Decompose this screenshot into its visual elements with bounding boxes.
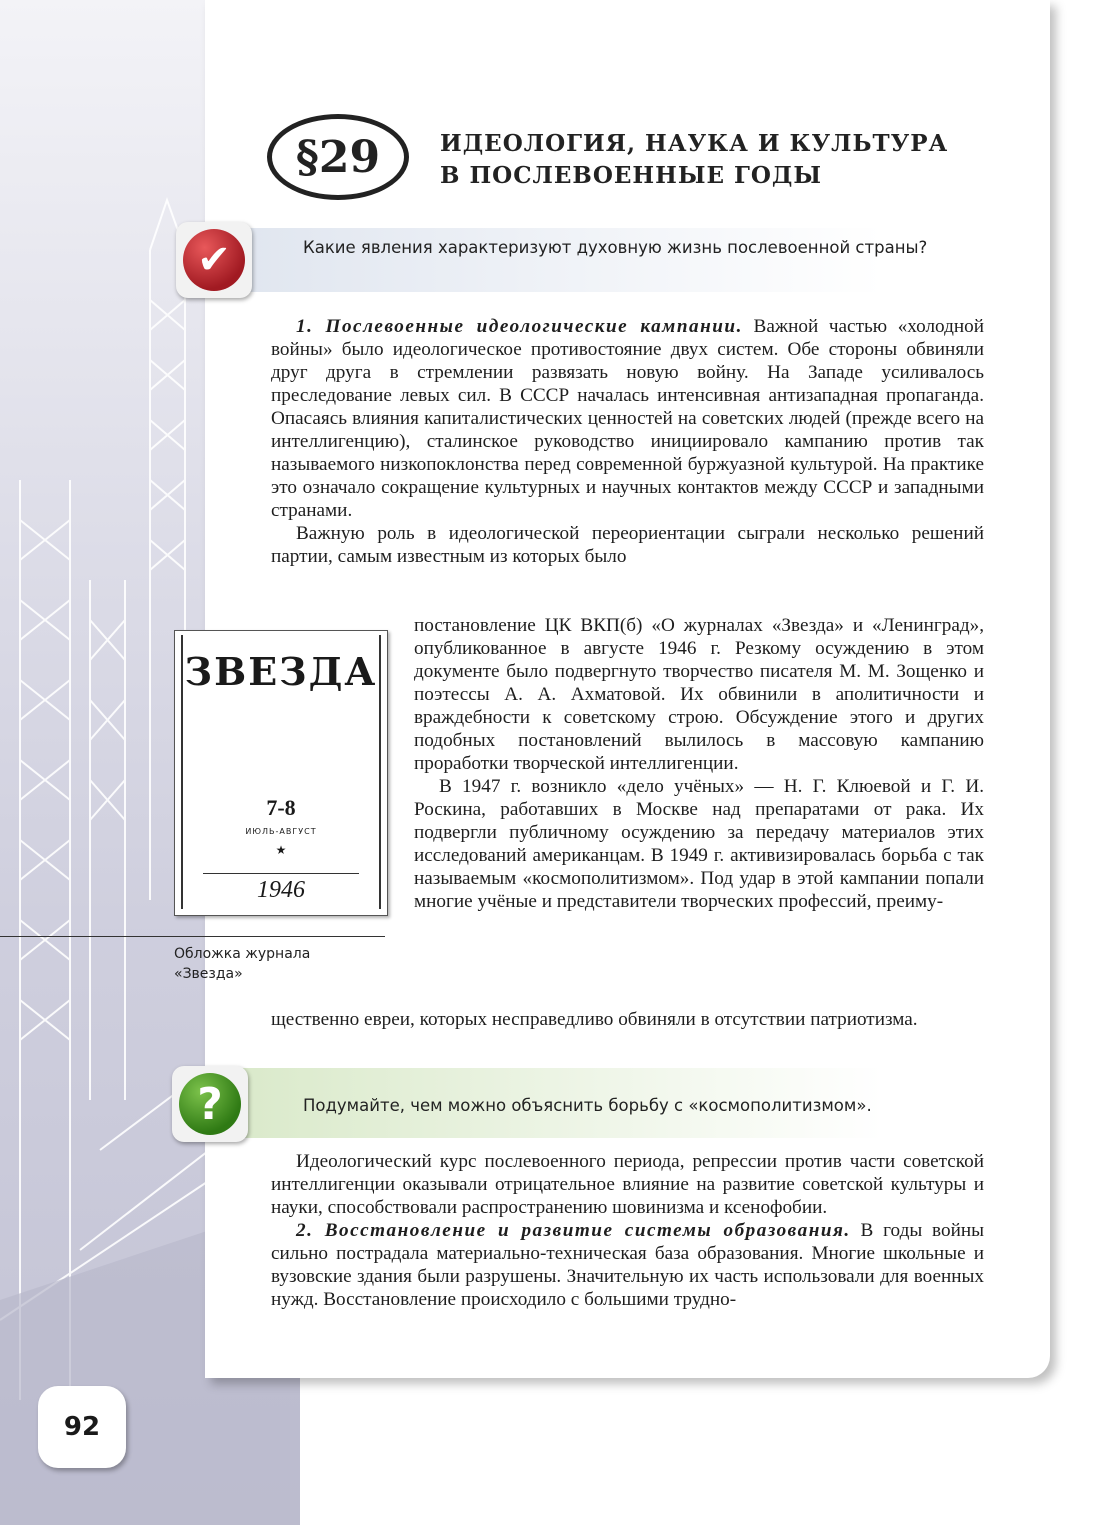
- part1-paragraph-1: Важной частью «холодной войны» было идеологическое противостояние двух систем. Обе стороны обвиняли друг друга в стремлении развязать новую войну. На Западе усиливалось преследование левых сил. В СССР началась интенсивная антизападная пропаганда. Опасаясь влияния капиталистических ценностей на советских людей (прежде всего на интеллигенцию), сталинское руководство инициировало кампанию против так называемого низкопоклонства перед современной буржуазной культурой. На практике это означало сокращение культурных и научных контактов между СССР и западными странами.: [271, 316, 984, 521]
- part1-paragraph-2-start: Важную роль в идеологической переориентации сыграли несколько решений партии, самым известным из которых было: [271, 523, 984, 567]
- part1-paragraph-3-end: щественно евреи, которых несправедливо обвиняли в отсутствии патриотизма.: [271, 1009, 918, 1030]
- think-question: Подумайте, чем можно объяснить борьбу с «космополитизмом».: [303, 1096, 872, 1115]
- magazine-caption: Обложка журнала «Звезда»: [174, 946, 311, 982]
- part1-text-end: [271, 1008, 984, 1031]
- part1-text-top: [271, 315, 984, 568]
- summary-paragraph: Идеологический курс послевоенного периода, репрессии против части советской интеллигенции оказывали отрицательное влияние на развитие советской культуры и науки, способствовали распространению шовинизма и ксенофобии.: [271, 1151, 984, 1218]
- intro-question: Какие явления характеризуют духовную жизнь послевоенной страны?: [303, 238, 928, 257]
- page-number: 92: [38, 1386, 126, 1468]
- magazine-issue: 7-8: [266, 795, 296, 820]
- caption-divider: [0, 936, 385, 937]
- part2-heading: 2. Восстановление и развитие системы образования.: [296, 1220, 851, 1241]
- magazine-cover-image: [174, 630, 388, 916]
- question-icon: ?: [172, 1066, 248, 1142]
- section-title-line-1: ИДЕОЛОГИЯ, НАУКА И КУЛЬТУРА: [440, 130, 949, 157]
- part1-text-narrow: [414, 614, 984, 913]
- checkmark-icon: ✔: [176, 222, 252, 298]
- star-icon: ★: [275, 843, 287, 857]
- part1-paragraph-2-rest: постановление ЦК ВКП(б) «О журналах «Звезда» и «Ленинград», опубликованное в августе 1946 г. Резкому осуждению в этом документе было подвергнуто творчество писателя М. М. Зощенко и поэтессы А. А. Ахматовой. Их обвинили в аполитичности и враждебности к советскому строю. Обсуждение этого и других подобных постановлений вылилось в массовую кампанию проработки творческой интеллигенции.: [414, 615, 984, 774]
- magazine-rule: [203, 873, 359, 874]
- part1-paragraph-3: В 1947 г. возникло «дело учёных» — Н. Г. Клюевой и Г. И. Роскина, работавших в Москве над препаратами от рака. Их подвергли публичному осуждению за передачу материалов этих исследований американцам. В 1949 г. активизировалась борьба с так называемым «космополитизмом». Под удар в этой кампании попали многие учёные и представители творческих профессий, преиму-: [414, 776, 984, 912]
- section-number-badge: §29: [267, 114, 409, 200]
- section-title: [440, 128, 1000, 192]
- part1-heading: 1. Послевоенные идеологические кампании.: [296, 316, 743, 337]
- part2-paragraph: В годы войны сильно пострадала материально-техническая база образования. Многие школьные и вузовские здания были разрушены. Значительную их часть использовали для военных нужд. Восстановление происходило с большими трудно-: [271, 1220, 984, 1310]
- magazine-year: 1946: [257, 877, 305, 903]
- magazine-months: ИЮЛЬ-АВГУСТ: [245, 827, 317, 836]
- part2-text: [271, 1150, 984, 1311]
- section-title-line-2: В ПОСЛЕВОЕННЫЕ ГОДЫ: [440, 162, 823, 189]
- magazine-title: ЗВЕЗДА: [184, 649, 378, 694]
